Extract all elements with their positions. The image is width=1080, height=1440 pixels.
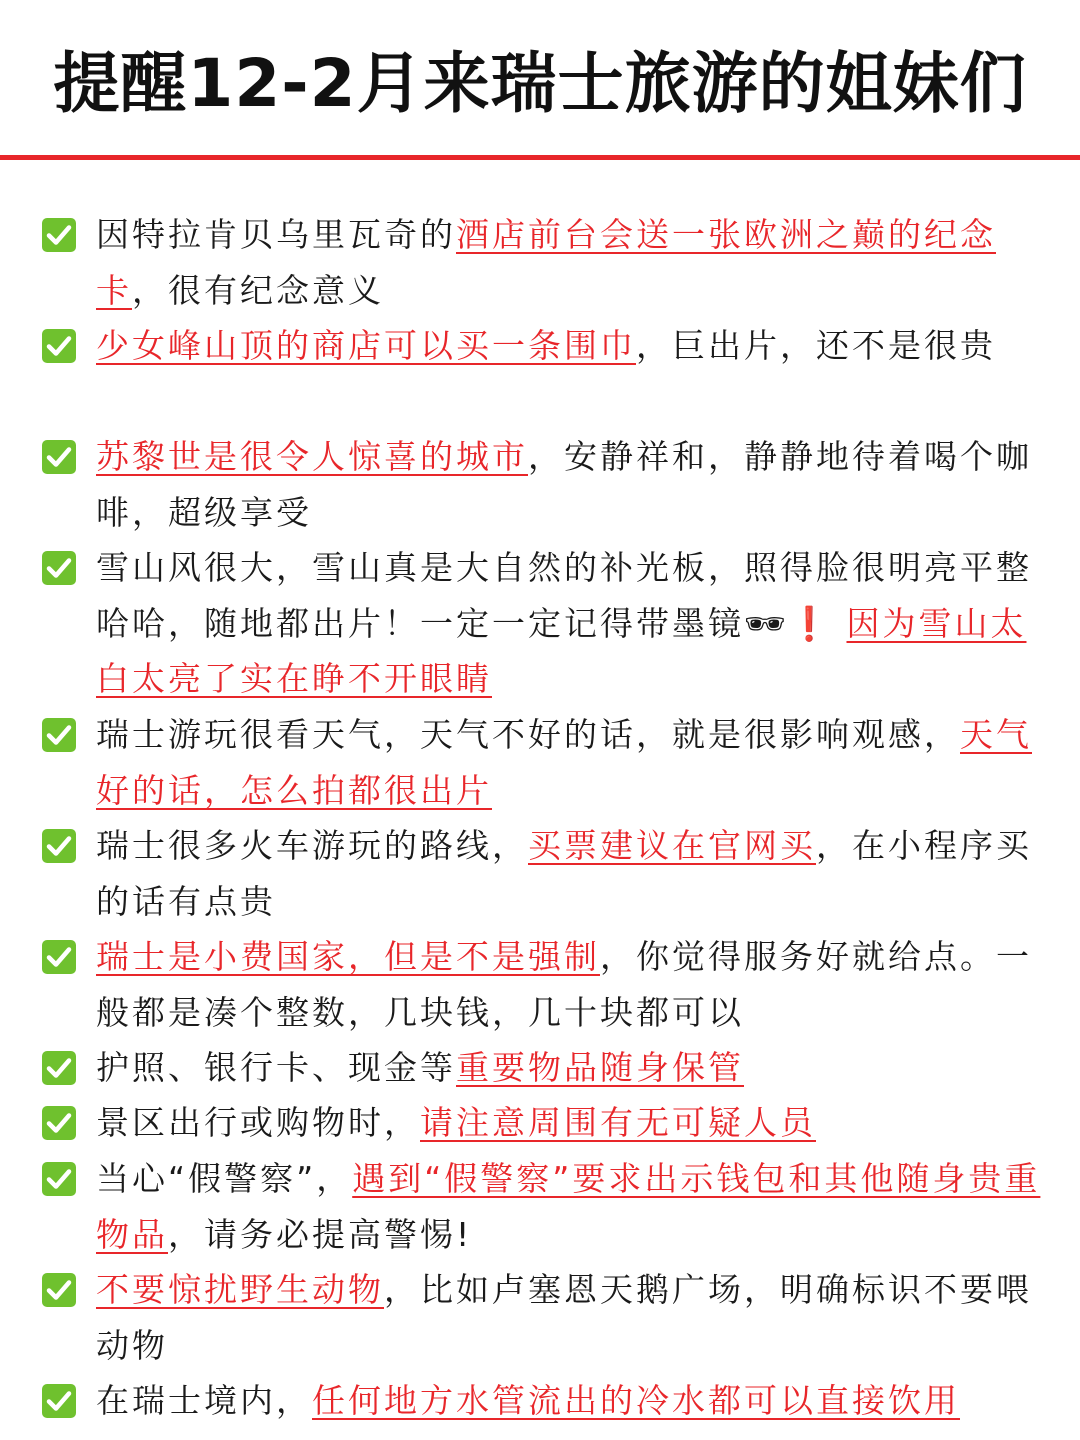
- check-box-icon: [42, 218, 76, 252]
- list-item: [42, 707, 1052, 818]
- highlight-text: 苏黎世是很令人惊喜的城市: [96, 437, 528, 476]
- item-text: [96, 540, 1052, 707]
- text-segment: ，很有纪念意义: [132, 270, 384, 310]
- page-title: 提醒12-2月来瑞士旅游的姐妹们: [53, 45, 1027, 122]
- check-box-icon: [42, 1162, 76, 1196]
- highlight-text: 不要惊扰野生动物: [96, 1270, 384, 1309]
- highlight-text: 重要物品随身保管: [456, 1048, 744, 1087]
- text-segment: ，请务必提高警惕!: [168, 1214, 473, 1254]
- check-box-icon: [42, 551, 76, 585]
- list-item: [42, 1095, 1052, 1151]
- highlight-text: 遇到“假警察”要求出示钱包和其他随身贵重物品: [96, 1159, 1041, 1254]
- list-item: [42, 818, 1052, 929]
- text-segment: 在瑞士境内，: [96, 1381, 312, 1420]
- highlight-text: 任何地方水管流出的冷水都可以直接饮用: [312, 1381, 960, 1420]
- check-box-icon: [42, 329, 76, 363]
- check-box-icon: [42, 829, 76, 863]
- list-item: [42, 1040, 1052, 1096]
- text-segment: 当心“假警察”，: [96, 1159, 353, 1198]
- item-text: [96, 207, 1052, 318]
- list-item: [42, 318, 1052, 374]
- text-segment: ，安静祥和，静静地待着喝个咖啡，超级享受: [96, 437, 1032, 532]
- list-item: [42, 207, 1052, 318]
- item-text: [96, 1262, 1052, 1373]
- item-text: [96, 1151, 1052, 1262]
- text-segment: 雪山风很大，雪山真是大自然的补光板，照得脸很明亮平整哈哈，随地都出片！一定一定记得带墨镜🕶❗: [96, 548, 1032, 643]
- item-text: [96, 318, 996, 374]
- list-item: [42, 1373, 1052, 1429]
- check-box-icon: [42, 1384, 76, 1418]
- check-box-icon: [42, 1051, 76, 1085]
- text-segment: ，你觉得服务好就给点。一般都是凑个整数，几块钱，几十块都可以: [96, 937, 1032, 1032]
- item-text: [96, 1040, 744, 1096]
- highlight-text: 请注意周围有无可疑人员: [420, 1103, 816, 1142]
- item-text: [96, 1373, 960, 1429]
- item-text: [96, 429, 1052, 540]
- check-box-icon: [42, 440, 76, 474]
- check-box-icon: [42, 1106, 76, 1140]
- text-segment: 瑞士很多火车游玩的路线，: [96, 826, 528, 865]
- text-segment: ，比如卢塞恩天鹅广场，明确标识不要喂动物: [96, 1270, 1032, 1365]
- highlight-text: 酒店前台会送一张欧洲之巅的纪念卡: [96, 215, 996, 310]
- highlight-text: 买票建议在官网买: [528, 826, 816, 865]
- check-box-icon: [42, 940, 76, 974]
- header: [0, 0, 1080, 160]
- highlight-text: 天气好的话，怎么拍都很出片: [96, 715, 1032, 810]
- list-item: [42, 929, 1052, 1040]
- text-segment: 景区出行或购物时，: [96, 1103, 420, 1142]
- text-segment: 因特拉肯贝乌里瓦奇的: [96, 215, 456, 254]
- list-item: [42, 429, 1052, 540]
- item-text: [96, 818, 1052, 929]
- list-item: [42, 540, 1052, 707]
- item-text: [96, 1095, 816, 1151]
- check-box-icon: [42, 718, 76, 752]
- list-item: [42, 1262, 1052, 1373]
- highlight-text: 瑞士是小费国家，但是不是强制: [96, 937, 600, 976]
- list-item: [42, 1151, 1052, 1262]
- text-segment: 瑞士游玩很看天气，天气不好的话，就是很影响观感，: [96, 715, 960, 754]
- check-box-icon: [42, 1273, 76, 1307]
- item-text: [96, 707, 1052, 818]
- text-segment: ，在小程序买的话有点贵: [96, 826, 1032, 921]
- text-segment: ，巨出片，还不是很贵: [636, 326, 996, 365]
- text-segment: 护照、银行卡、现金等: [96, 1048, 456, 1087]
- item-text: [96, 929, 1052, 1040]
- highlight-text: 因为雪山太白太亮了实在睁不开眼睛: [96, 603, 1027, 698]
- highlight-text: 少女峰山顶的商店可以买一条围巾: [96, 326, 636, 365]
